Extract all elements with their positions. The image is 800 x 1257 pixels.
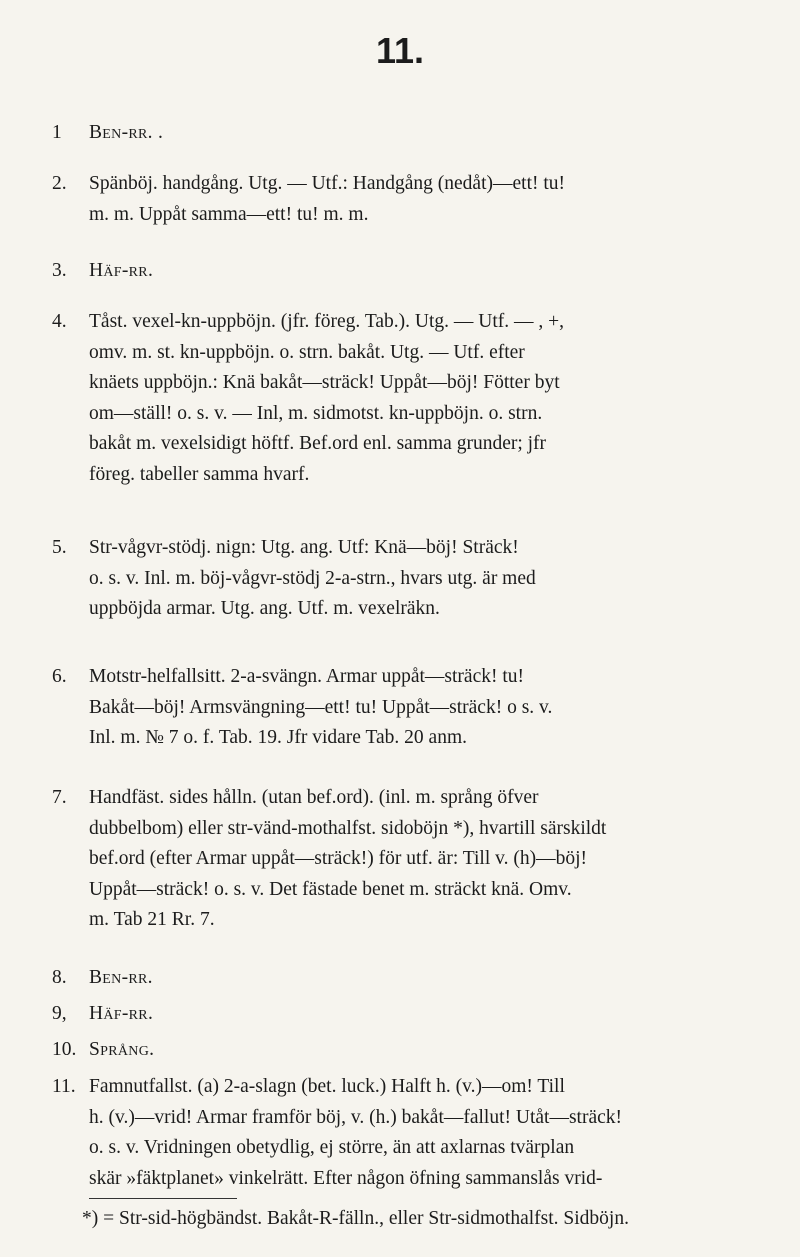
entry-line: Inl. m. № 7 o. f. Tab. 19. Jfr vidare Tab. 20 anm. xyxy=(89,727,468,748)
entry-line: Häf-rr. xyxy=(89,1003,154,1024)
entry-line: Häf-rr. xyxy=(89,260,154,281)
entry-line: knäets uppböjn.: Knä bakåt—sträck! Uppåt—böj! Fötter byt xyxy=(89,372,560,393)
entry-line: Handfäst. sides hålln. (utan bef.ord). (inl. m. språng öfver xyxy=(89,787,539,808)
entry-number: 2. xyxy=(52,173,67,194)
entry-line: Tåst. vexel-kn-uppböjn. (jfr. föreg. Tab.). Utg. — Utf. — , +, xyxy=(89,311,565,332)
entry-1 xyxy=(52,118,780,149)
entry-line: m. m. Uppåt samma—ett! tu! m. m. xyxy=(89,203,369,225)
footnote: *) = Str-sid-högbändst. Bakåt-R-fälln., eller Str-sidmothalfst. Sidböjn. xyxy=(82,1208,629,1229)
entry-line: Motstr-helfallsitt. 2-a-svängn. Armar uppåt—sträck! tu! xyxy=(89,666,524,687)
entry-line: Språng. xyxy=(89,1039,155,1060)
entry-10 xyxy=(52,1035,780,1066)
entry-line: Bakåt—böj! Armsvängning—ett! tu! Uppåt—sträck! o s. v. xyxy=(89,696,553,718)
entry-number: 11. xyxy=(52,1076,76,1097)
entry-number: 4. xyxy=(52,311,67,332)
entry-line: Ben-rr. . xyxy=(89,122,164,143)
entry-number: 5. xyxy=(52,537,67,558)
entry-5 xyxy=(52,533,780,625)
entry-number: 6. xyxy=(52,666,67,687)
entry-line: o. s. v. Vridningen obetydlig, ej större, än att axlarnas tvärplan xyxy=(89,1137,575,1158)
entry-line: uppböjda armar. Utg. ang. Utf. m. vexelräkn. xyxy=(89,598,440,619)
entry-4 xyxy=(52,307,780,490)
entry-9 xyxy=(52,999,780,1030)
entry-line: omv. m. st. kn-uppböjn. o. strn. bakåt. Utg. — Utf. efter xyxy=(89,341,525,363)
entry-line: föreg. tabeller samma hvarf. xyxy=(89,463,310,485)
entry-line: dubbelbom) eller str-vänd-mothalfst. sidoböjn *), hvartill särskildt xyxy=(89,817,607,839)
footnote-divider xyxy=(89,1198,237,1199)
entry-line: Ben-rr. xyxy=(89,967,153,988)
entry-2 xyxy=(52,169,780,230)
entry-line: bakåt m. vexelsidigt höftf. Bef.ord enl. samma grunder; jfr xyxy=(89,433,547,454)
entry-line: om—ställ! o. s. v. — Inl, m. sidmotst. kn-uppböjn. o. strn. xyxy=(89,402,543,424)
entry-line: bef.ord (efter Armar uppåt—sträck!) för utf. är: Till v. (h)—böj! xyxy=(89,848,588,869)
entry-line: Famnutfallst. (a) 2-a-slagn (bet. luck.) Halft h. (v.)—om! Till xyxy=(89,1076,565,1097)
entry-line: skär »fäktplanet» vinkelrätt. Efter någon öfning sammanslås vrid- xyxy=(89,1167,603,1189)
entry-number: 10. xyxy=(52,1039,77,1060)
entry-11 xyxy=(52,1072,780,1194)
page-number: 11. xyxy=(375,30,425,71)
entry-number: 9, xyxy=(52,1003,67,1024)
entry-8 xyxy=(52,963,780,994)
entry-line: h. (v.)—vrid! Armar framför böj, v. (h.) bakåt—fallut! Utåt—sträck! xyxy=(89,1106,623,1128)
entry-line: m. Tab 21 Rr. 7. xyxy=(89,909,215,930)
entry-number: 3. xyxy=(52,260,67,281)
entry-line: Str-vågvr-stödj. nign: Utg. ang. Utf: Knä—böj! Sträck! xyxy=(89,537,519,558)
entry-3 xyxy=(52,256,780,287)
entry-6 xyxy=(52,662,780,754)
entry-line: Spänböj. handgång. Utg. — Utf.: Handgång (nedåt)—ett! tu! xyxy=(89,173,566,194)
entry-line: o. s. v. Inl. m. böj-vågvr-stödj 2-a-strn., hvars utg. är med xyxy=(89,567,536,589)
entry-number: 7. xyxy=(52,787,67,808)
entry-7 xyxy=(52,783,780,936)
entry-number: 8. xyxy=(52,967,67,988)
entry-number: 1 xyxy=(52,122,62,143)
entry-line: Uppåt—sträck! o. s. v. Det fästade benet m. sträckt knä. Omv. xyxy=(89,878,572,900)
